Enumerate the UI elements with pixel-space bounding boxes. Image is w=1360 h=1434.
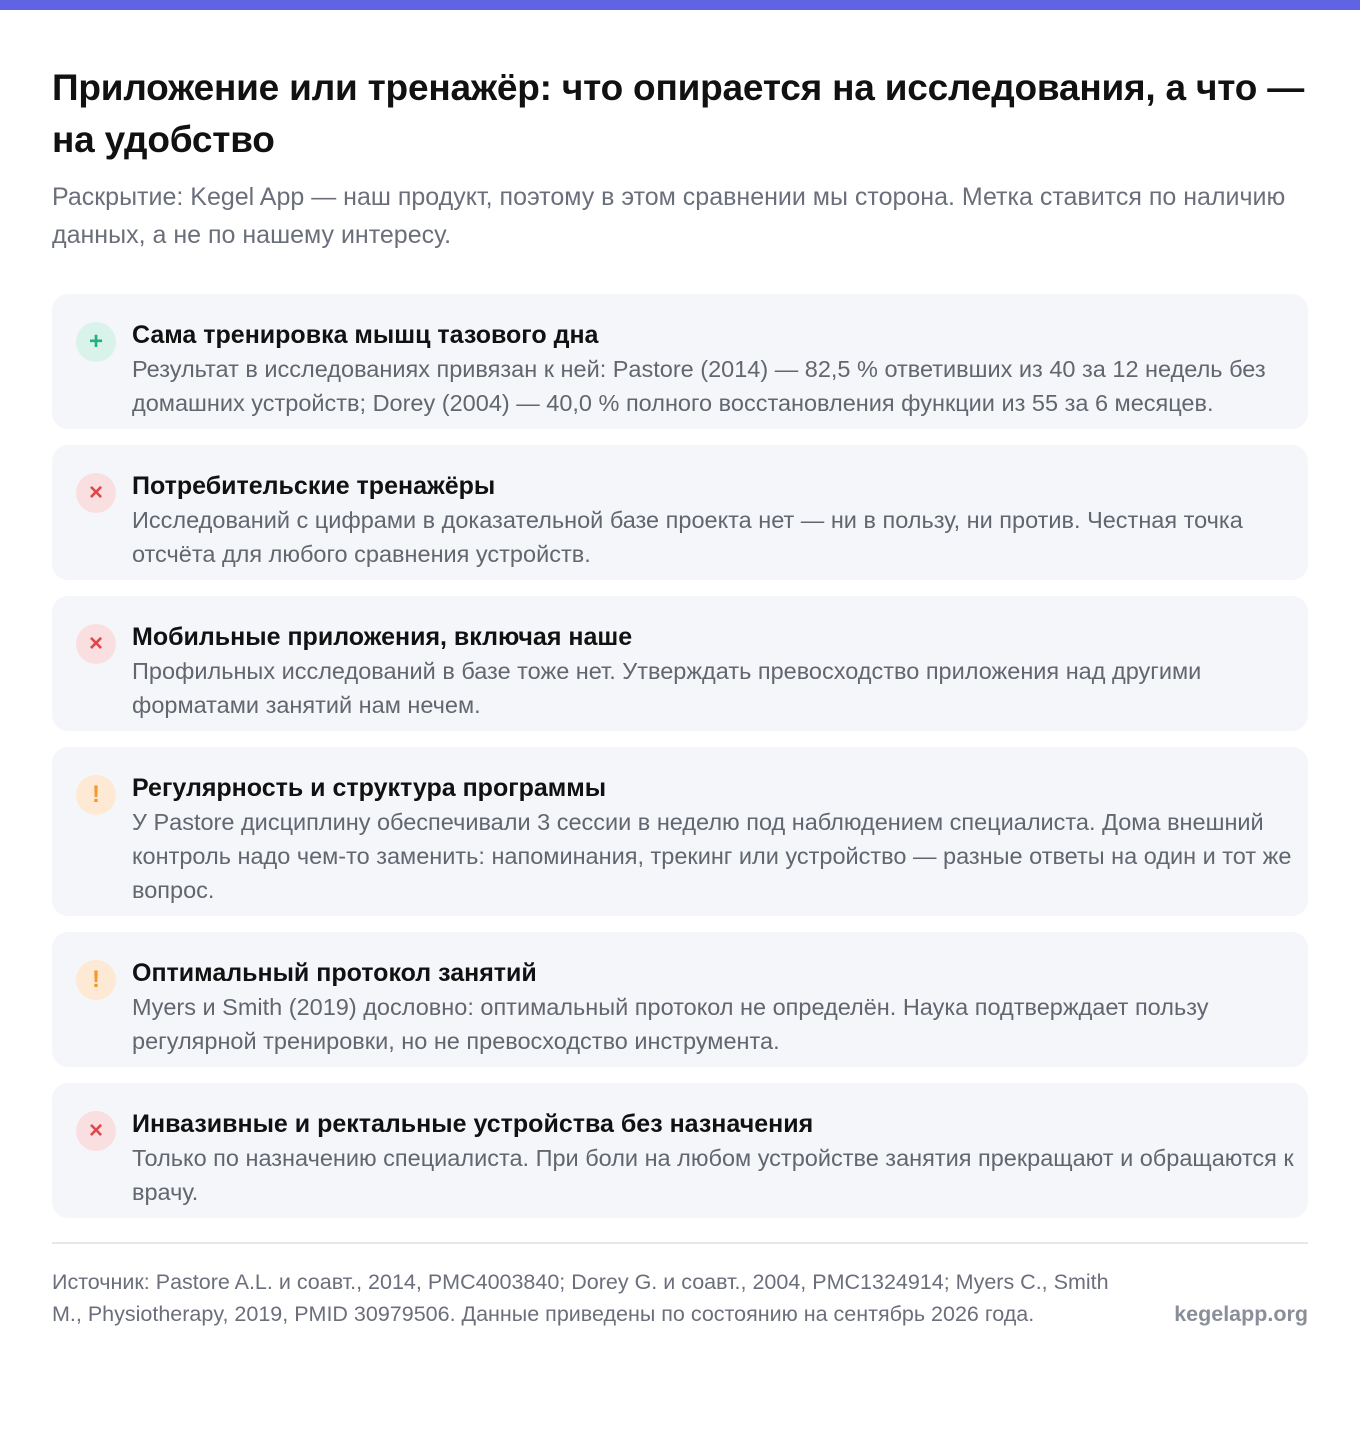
comparison-card [52,445,1308,580]
card-body: Исследований с цифрами в доказательной базе проекта нет — ни в пользу, ни против. Честная точка отсчёта для любого сравнения устройств. [132,507,1243,567]
exclamation-icon: ! [76,775,116,815]
footer [52,1266,1308,1330]
main-content [52,62,1308,1330]
site-link[interactable]: kegelapp.org [1174,1302,1308,1326]
card-body: Профильных исследований в базе тоже нет. Утверждать превосходство приложения над другими форматами занятий нам нечем. [132,658,1202,718]
comparison-list [52,294,1308,1218]
card-body: Myers и Smith (2019) дословно: оптимальный протокол не определён. Наука подтверждает пользу регулярной тренировки, но не превосходство инструмента. [132,994,1209,1054]
source-citation: Источник: Pastore A.L. и соавт., 2014, PMC4003840; Dorey G. и соавт., 2004, PMC1324914; Myers C., Smith M., Physiotherapy, 2019, PMID 30979506. Данные приведены по состоянию на сентябрь 2026 года. [52,1270,1109,1326]
comparison-card [52,747,1308,916]
card-title: Потребительские тренажёры [132,472,496,500]
card-title: Инвазивные и ректальные устройства без назначения [132,1110,814,1138]
cross-icon: × [76,1111,116,1151]
card-title: Оптимальный протокол занятий [132,959,537,987]
card-title: Сама тренировка мышц тазового дна [132,321,599,349]
accent-top-bar [0,0,1360,10]
plus-icon: + [76,322,116,362]
card-title: Регулярность и структура программы [132,774,607,802]
footer-divider [52,1242,1308,1244]
comparison-card [52,932,1308,1067]
card-title: Мобильные приложения, включая наше [132,623,633,651]
comparison-card [52,596,1308,731]
disclosure-text: Раскрытие: Kegel App — наш продукт, поэтому в этом сравнении мы сторона. Метка ставится по наличию данных, а не по нашему интересу. [52,183,1286,249]
card-body: Результат в исследованиях привязан к ней: Pastore (2014) — 82,5 % ответивших из 40 за 12 недель без домашних устройств; Dorey (2004) — 40,0 % полного восстановления функции из 55 за 6 месяцев. [132,356,1266,416]
exclamation-icon: ! [76,960,116,1000]
card-body: У Pastore дисциплину обеспечивали 3 сессии в неделю под наблюдением специалиста. Дома внешний контроль надо чем-то заменить: напоминания, трекинг или устройство — разные ответы на один и тот же вопрос. [132,809,1292,903]
card-body: Только по назначению специалиста. При боли на любом устройстве занятия прекращают и обращаются к врачу. [132,1145,1294,1205]
comparison-card [52,1083,1308,1218]
comparison-card [52,294,1308,429]
cross-icon: × [76,624,116,664]
cross-icon: × [76,473,116,513]
page-title: Приложение или тренажёр: что опирается на исследования, а что — на удобство [52,67,1305,160]
